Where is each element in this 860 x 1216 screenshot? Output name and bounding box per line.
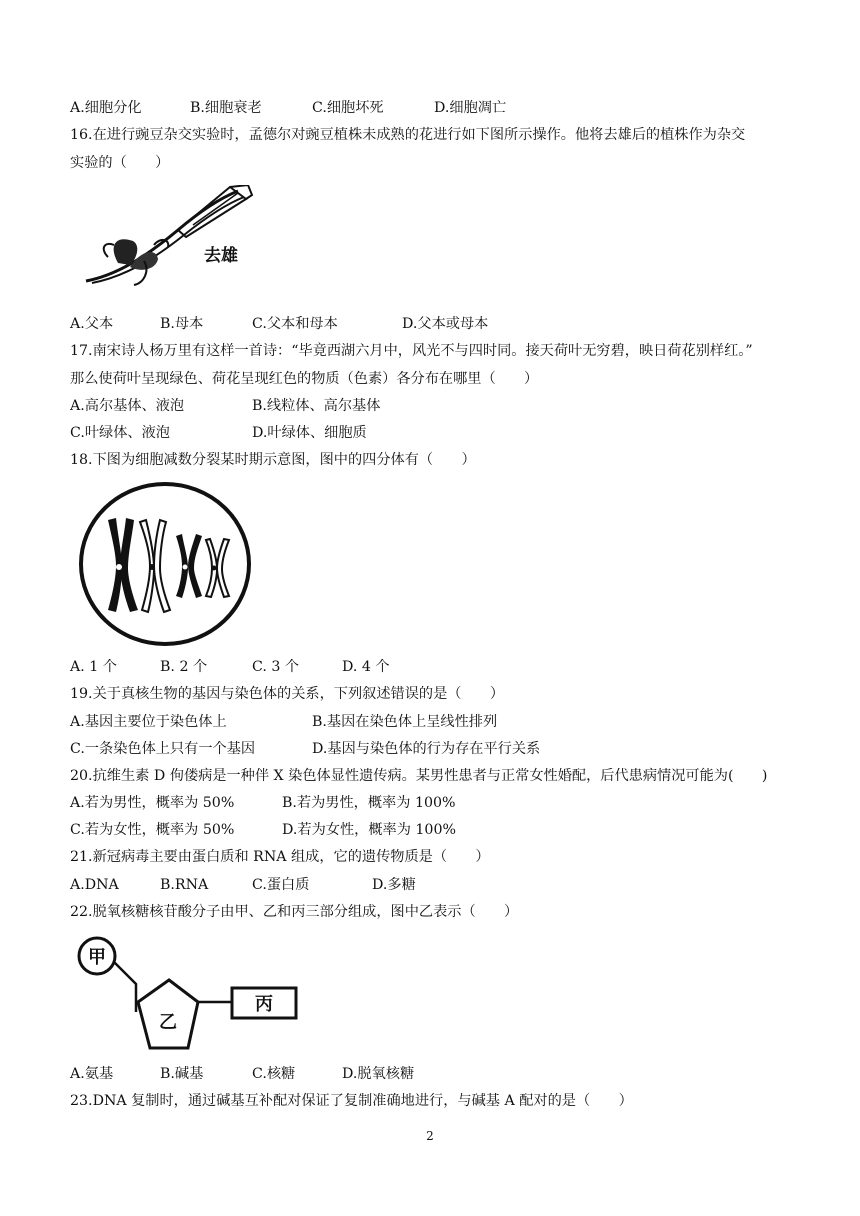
q16-option-a: A.父本 (70, 316, 114, 332)
q17-option-b: B.线粒体、高尔基体 (252, 398, 381, 414)
q20-option-c: C.若为女性，概率为 50% (70, 822, 235, 838)
emasculation-figure (78, 185, 258, 290)
q16-option-c: C.父本和母本 (252, 316, 338, 332)
q22-option-c: C.核糖 (252, 1066, 296, 1082)
q20-option-b: B.若为男性，概率为 100% (282, 795, 456, 811)
q17-stem-line2: 那么使荷叶呈现绿色、荷花呈现红色的物质（色素）各分布在哪里（ ） (70, 371, 539, 387)
q16-stem-line2: 实验的（ ） (70, 155, 170, 171)
chromosome-pair-2 (140, 520, 170, 612)
q23-stem: 23.DNA 复制时，通过碱基互补配对保证了复制准确地进行，与碱基 A 配对的是（ ） (70, 1093, 633, 1109)
label-bing: 丙 (255, 994, 273, 1015)
q15-option-c: C.细胞坏死 (312, 100, 384, 116)
emasculation-label: 去雄 (204, 246, 238, 266)
q15-option-d: D.细胞凋亡 (434, 100, 507, 116)
q19-option-a: A.基因主要位于染色体上 (70, 714, 227, 730)
meiosis-cell-figure (76, 478, 254, 648)
q22-stem: 22.脱氧核糖核苷酸分子由甲、乙和丙三部分组成，图中乙表示（ ） (70, 904, 519, 920)
page-number: 2 (426, 1129, 434, 1143)
q20-stem: 20.抗维生素 D 佝偻病是一种伴 X 染色体显性遗传病。某男性患者与正常女性婚配，后代患病情况可能为( ) (70, 768, 768, 784)
q19-option-b: B.基因在染色体上呈线性排列 (312, 714, 498, 730)
q18-option-c: C. 3 个 (252, 659, 300, 675)
label-jia: 甲 (88, 947, 106, 968)
chromosome-pair-4 (206, 539, 229, 597)
q20-option-a: A.若为男性，概率为 50% (70, 795, 235, 811)
q18-option-d: D. 4 个 (342, 659, 390, 675)
q22-option-a: A.氨基 (70, 1066, 114, 1082)
q18-option-a: A. 1 个 (70, 659, 117, 675)
q22-option-d: D.脱氧核糖 (342, 1066, 415, 1082)
q20-option-d: D.若为女性，概率为 100% (282, 822, 456, 838)
q16-option-d: D.父本或母本 (402, 316, 489, 332)
q19-stem: 19.关于真核生物的基因与染色体的关系，下列叙述错误的是（ ） (70, 686, 505, 702)
nucleotide-figure (76, 932, 306, 1054)
q16-stem-line1: 16.在进行豌豆杂交实验时，孟德尔对豌豆植株未成熟的花进行如下图所示操作。他将去雄后的植株作为杂交 (70, 127, 746, 143)
q17-stem-line1: 17.南宋诗人杨万里有这样一首诗：“毕竟西湖六月中，风光不与四时同。接天荷叶无穷碧，映日荷花别样红。” (70, 343, 753, 359)
q21-option-b: B.RNA (160, 877, 209, 893)
q17-option-a: A.高尔基体、液泡 (70, 398, 185, 414)
q15-option-a: A.细胞分化 (70, 100, 142, 116)
q19-option-d: D.基因与染色体的行为存在平行关系 (312, 741, 541, 757)
q21-option-c: C.蛋白质 (252, 877, 310, 893)
label-yi: 乙 (159, 1012, 177, 1033)
chromosome-pair-3 (176, 534, 202, 598)
q21-option-d: D.多糖 (372, 877, 416, 893)
q15-option-b: B.细胞衰老 (190, 100, 262, 116)
q22-option-b: B.碱基 (160, 1066, 204, 1082)
q21-option-a: A.DNA (70, 877, 119, 893)
q19-option-c: C.一条染色体上只有一个基因 (70, 741, 256, 757)
q16-option-b: B.母本 (160, 316, 204, 332)
q21-stem: 21.新冠病毒主要由蛋白质和 RNA 组成，它的遗传物质是（ ） (70, 849, 490, 865)
chromosome-pair-1 (108, 518, 138, 612)
q18-stem: 18.下图为细胞减数分裂某时期示意图，图中的四分体有（ ） (70, 452, 476, 468)
q18-option-b: B. 2 个 (160, 659, 208, 675)
q17-option-c: C.叶绿体、液泡 (70, 425, 170, 441)
q17-option-d: D.叶绿体、细胞质 (252, 425, 367, 441)
